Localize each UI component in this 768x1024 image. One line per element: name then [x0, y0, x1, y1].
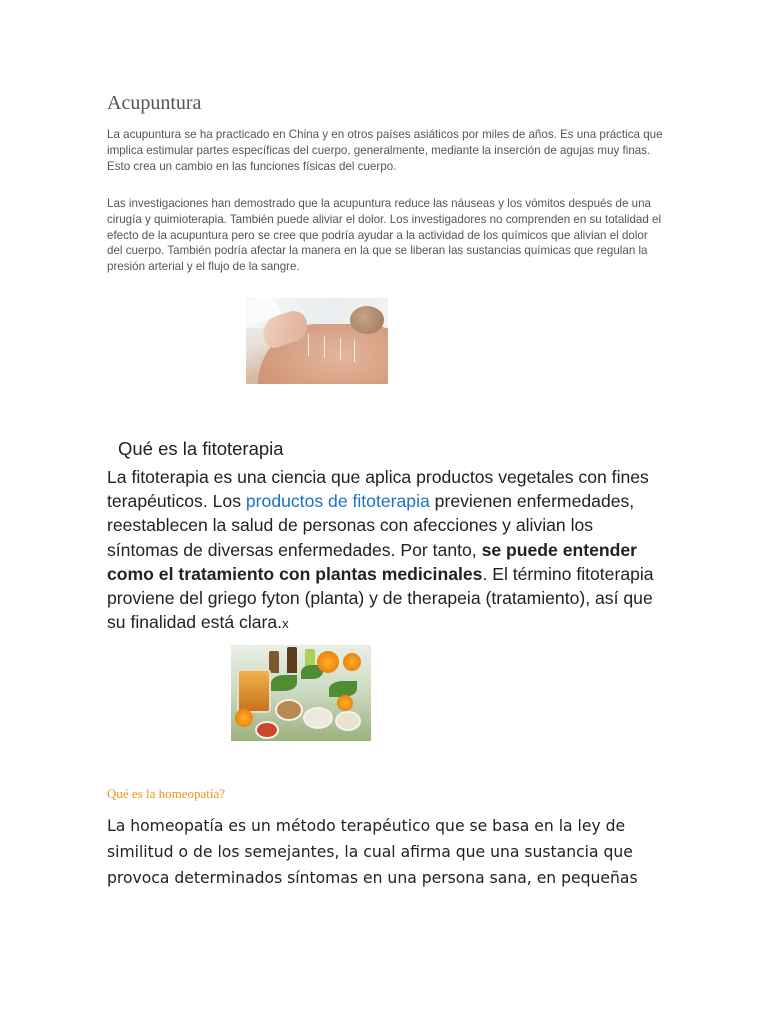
bottle [269, 651, 279, 673]
herb-bowl [255, 721, 279, 739]
marigold-flower [235, 709, 253, 727]
marigold-flower [337, 695, 353, 711]
herb-bowl [303, 707, 333, 729]
acupuntura-paragraph-1: La acupuntura se ha practicado en China y en otros países asiáticos por miles de años. Es una práctica que implica estimular partes específicas del cuerpo, generalmente, mediante la inserción de agujas muy finas. Esto crea un cambio en las funciones físicas del cuerpo. [107, 128, 663, 173]
needle [324, 336, 325, 358]
needle [354, 340, 355, 362]
homeopatia-heading: Qué es la homeopatía? [107, 786, 226, 801]
homeopatia-paragraph: La homeopatía es un método terapéutico que se basa en la ley de similitud o de los semejantes, la cual afirma que una sustancia que provoca determinados síntomas en una persona sana, en pequeñas [107, 817, 638, 887]
bottle [287, 647, 297, 673]
herb-bowl [335, 711, 361, 731]
fitoterapia-text: previenen enfermedades, reestablecen la salud de personas con afecciones y alivian los síntomas de diversas enfermedades. Por tanto, [107, 491, 635, 560]
fitoterapia-text: La fitoterapia es una ciencia que aplica productos vegetales con fines terapéuticos. Los [107, 467, 649, 512]
fitoterapia-text: . El término fitoterapia proviene del griego fyton (planta) y de therapeia (tratamiento), así que su finalidad está clara. [107, 563, 654, 633]
acupuntura-heading: Acupuntura [107, 92, 202, 114]
fitoterapia-paragraph [107, 465, 667, 636]
acupuncture-photo [246, 298, 388, 384]
marigold-flower [317, 651, 339, 673]
fitoterapia-bold-text: se puede entender como el tratamiento con plantas medicinales [107, 539, 638, 584]
needle [340, 338, 341, 360]
marigold-flower [343, 653, 361, 671]
herb-bowl [275, 699, 303, 721]
productos-fitoterapia-link[interactable]: productos de fitoterapia [245, 491, 430, 512]
acupuntura-paragraph-2: Las investigaciones han demostrado que la acupuntura reduce las náuseas y los vómitos después de una cirugía y quimioterapia. También puede aliviar el dolor. Los investigadores no comprenden en su totalidad el efecto de la acupuntura pero se cree que podría ayudar a la actividad de los químicos que alivian el dolor del cuerpo. También podría afectar la manera en la que se liberan las sustancias químicas que regulan la presión arterial y el flujo de la sangre. [107, 197, 662, 274]
fitoterapia-heading: Qué es la fitoterapia [118, 438, 284, 459]
patient-head [350, 306, 384, 334]
leaf [271, 675, 297, 691]
needle [308, 334, 309, 356]
tea-jar [237, 669, 271, 713]
herbal-remedies-photo [231, 645, 371, 741]
trailing-mark: x [282, 616, 289, 632]
